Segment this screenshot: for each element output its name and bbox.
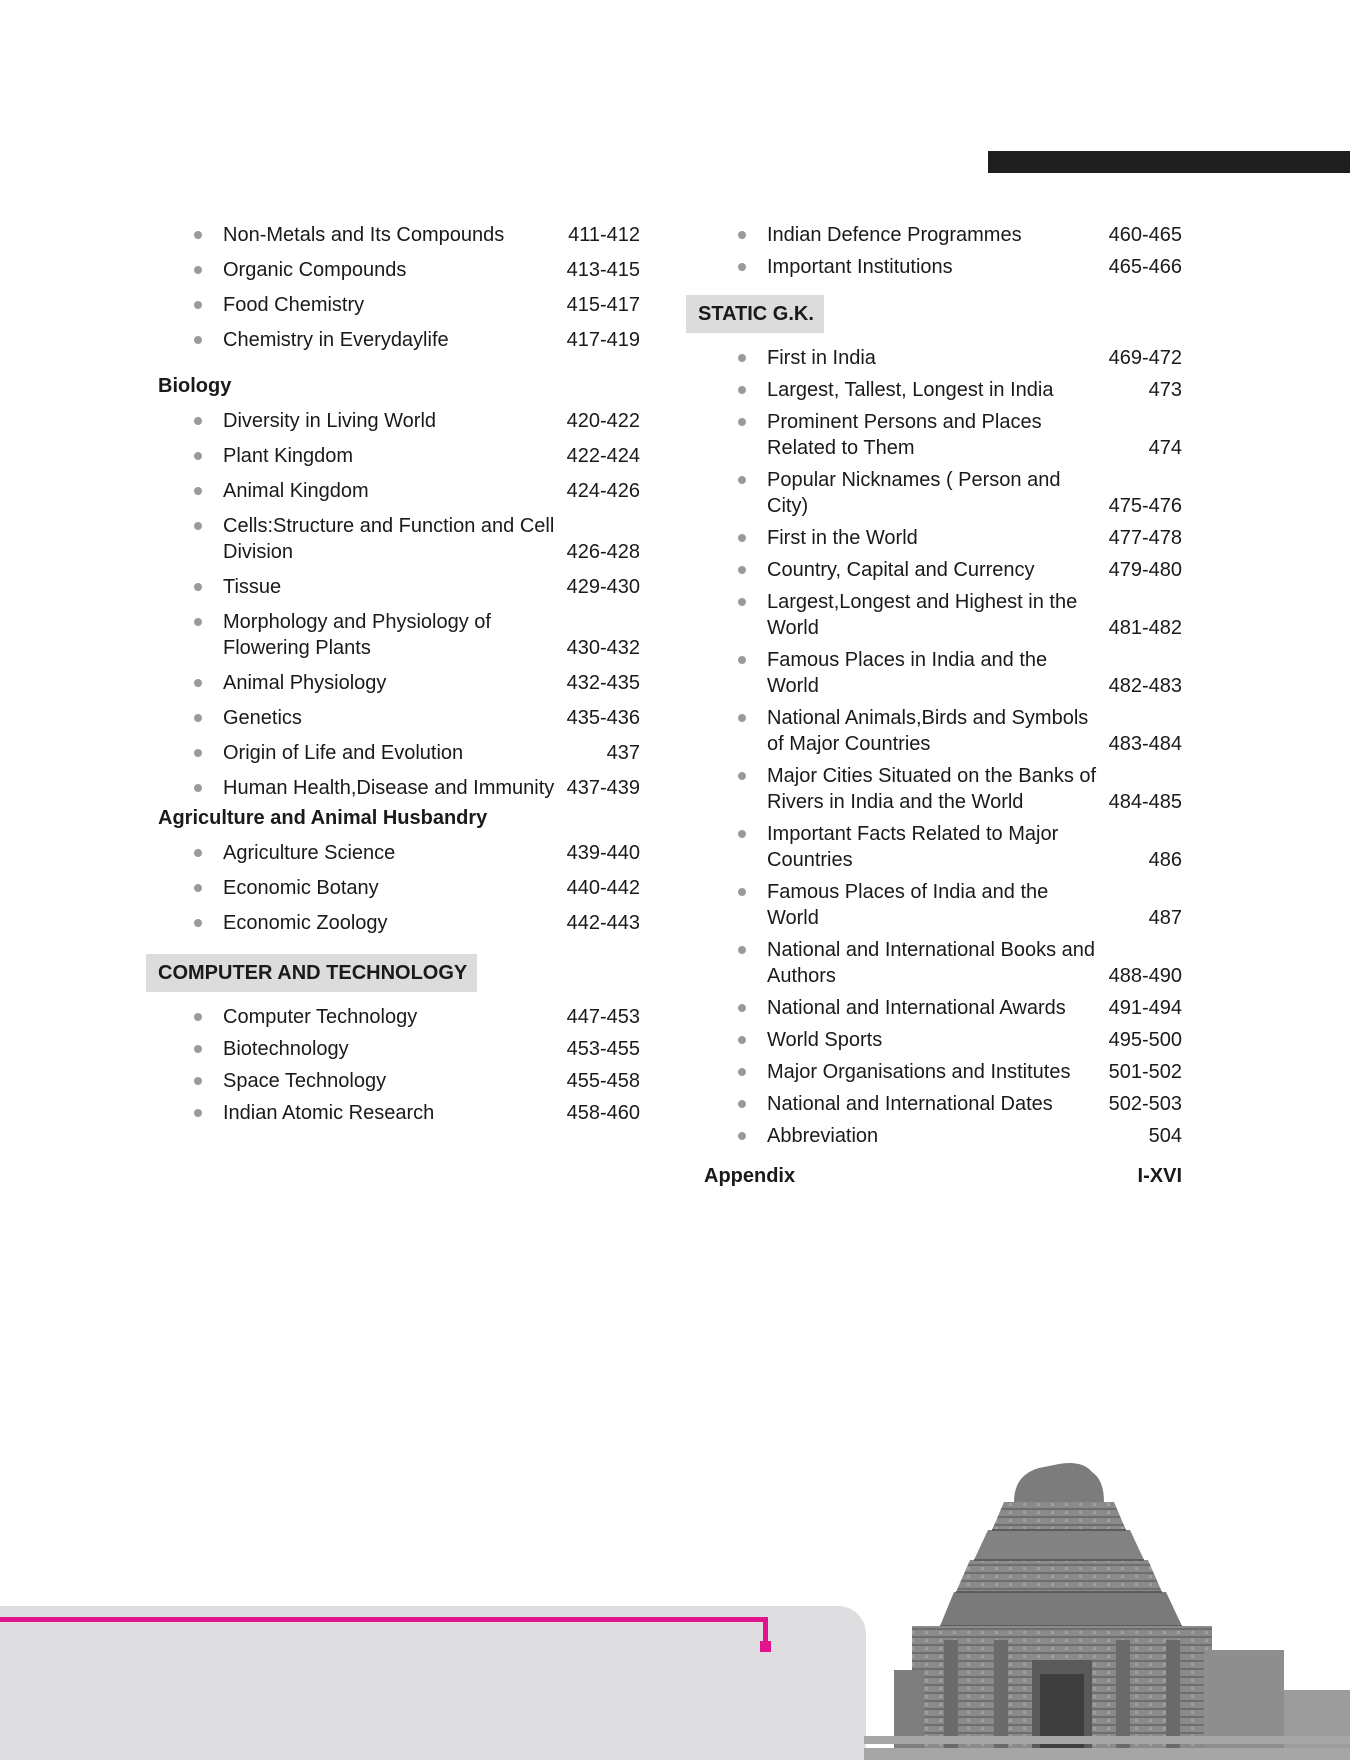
toc-entry-pages: 440-442 [566, 877, 640, 899]
bullet-icon [194, 714, 202, 722]
toc-entry-pages: 474 [1148, 437, 1182, 459]
toc-entry-pages: 495-500 [1108, 1029, 1182, 1051]
toc-entry-title: National Animals,Birds and Symbols of Major Countries [767, 707, 1089, 755]
toc-entry-title: Indian Defence Programmes [767, 224, 1022, 246]
toc-entry-title: National and International Dates [767, 1093, 1053, 1115]
bullet-icon [194, 618, 202, 626]
toc-entry-plant-kingdom[interactable] [150, 443, 640, 469]
toc-entry-pages: 469-472 [1108, 347, 1182, 369]
toc-entry-pages: 481-482 [1108, 617, 1182, 639]
toc-entry-tissue[interactable] [150, 574, 640, 600]
toc-entry-pages: 453-455 [566, 1038, 640, 1060]
toc-entry-title: World Sports [767, 1029, 883, 1051]
bullet-icon [194, 266, 202, 274]
bullet-icon [738, 263, 746, 271]
toc-entry-human-health-disease-and-immunity[interactable] [150, 775, 640, 801]
bullet-icon [738, 772, 746, 780]
bullet-icon [738, 714, 746, 722]
toc-entry-prominent-persons-and-places-related-to-them[interactable] [686, 409, 1182, 461]
toc-entry-country-capital-and-currency[interactable] [686, 557, 1182, 583]
bullet-icon [194, 583, 202, 591]
bullet-icon [194, 487, 202, 495]
toc-entry-famous-places-in-india-and-the-world[interactable] [686, 647, 1182, 699]
toc-entry-pages: 458-460 [566, 1102, 640, 1124]
bullet-icon [738, 1068, 746, 1076]
bullet-icon [194, 749, 202, 757]
bullet-icon [738, 1036, 746, 1044]
toc-entry-pages: 465-466 [1108, 256, 1182, 278]
bullet-icon [738, 1004, 746, 1012]
toc-entry-space-technology[interactable] [150, 1068, 640, 1094]
toc-entry-pages: 484-485 [1108, 791, 1182, 813]
footer-accent-line [0, 1617, 768, 1622]
toc-entry-pages: 473 [1148, 379, 1182, 401]
toc-entry-economic-zoology[interactable] [150, 910, 640, 936]
toc-entry-pages: 437-439 [566, 777, 640, 799]
footer-accent-dot [760, 1641, 771, 1652]
toc-entry-title: Cells:Structure and Function and Cell Division [223, 515, 555, 563]
bullet-icon [738, 888, 746, 896]
toc-entry-title: Famous Places of India and the World [767, 881, 1049, 929]
bullet-icon [738, 566, 746, 574]
toc-entry-first-in-the-world[interactable] [686, 525, 1182, 551]
toc-left-column [150, 222, 640, 1126]
toc-entry-title: Major Organisations and Institutes [767, 1061, 1071, 1083]
toc-entry-pages: 501-502 [1108, 1061, 1182, 1083]
bullet-icon [738, 830, 746, 838]
toc-entry-largest-tallest-longest-in-india[interactable] [686, 377, 1182, 403]
toc-entry-pages: 417-419 [566, 329, 640, 351]
toc-entry-pages: 429-430 [566, 576, 640, 598]
toc-entry-pages: 504 [1148, 1125, 1182, 1147]
toc-entry-food-chemistry[interactable] [150, 292, 640, 318]
toc-entry-famous-places-of-india-and-the-world[interactable] [686, 879, 1182, 931]
toc-entry-biotechnology[interactable] [150, 1036, 640, 1062]
toc-entry-title: National and International Books and Authors [767, 939, 1096, 987]
section-heading-row [686, 295, 1182, 333]
toc-entry-title: First in India [767, 347, 876, 369]
toc-entry-pages: 488-490 [1108, 965, 1182, 987]
toc-entry-cells-structure-and-function-and-cell-division[interactable] [150, 513, 640, 565]
toc-entry-pages: 477-478 [1108, 527, 1182, 549]
toc-entry-title: Major Cities Situated on the Banks of Rivers in India and the World [767, 765, 1097, 813]
toc-entry-organic-compounds[interactable] [150, 257, 640, 283]
bullet-icon [194, 522, 202, 530]
bullet-icon [194, 231, 202, 239]
section-heading-row [150, 954, 640, 992]
toc-entry-first-in-india[interactable] [686, 345, 1182, 371]
bullet-icon [194, 417, 202, 425]
toc-entry-title: First in the World [767, 527, 918, 549]
toc-entry-chemistry-in-everydaylife[interactable] [150, 327, 640, 353]
toc-entry-pages: 435-436 [566, 707, 640, 729]
toc-entry-origin-of-life-and-evolution[interactable] [150, 740, 640, 766]
toc-entry-economic-botany[interactable] [150, 875, 640, 901]
temple-illustration [864, 1420, 1350, 1760]
toc-entry-genetics[interactable] [150, 705, 640, 731]
toc-entry-pages: 475-476 [1108, 495, 1182, 517]
toc-entry-animal-kingdom[interactable] [150, 478, 640, 504]
toc-entry-popular-nicknames-person-and-city[interactable] [686, 467, 1182, 519]
toc-entry-morphology-and-physiology-of-flowering-plants[interactable] [150, 609, 640, 661]
appendix-title: Appendix [704, 1165, 796, 1187]
toc-entry-title: Largest, Tallest, Longest in India [767, 379, 1054, 401]
toc-entry-title: Important Facts Related to Major Countries [767, 823, 1059, 871]
toc-entry-title: Morphology and Physiology of Flowering Plants [223, 611, 491, 659]
toc-entry-title: Animal Physiology [223, 672, 387, 694]
section-heading-computer-and-technology: COMPUTER AND TECHNOLOGY [146, 954, 477, 992]
toc-entry-pages: 442-443 [566, 912, 640, 934]
toc-entry-title: Popular Nicknames ( Person and City) [767, 469, 1061, 517]
toc-entry-pages: 491-494 [1108, 997, 1182, 1019]
toc-entry-important-facts-related-to-major-countries[interactable] [686, 821, 1182, 873]
toc-entry-pages: 455-458 [566, 1070, 640, 1092]
toc-entry-national-and-international-books-and-authors[interactable] [686, 937, 1182, 989]
toc-entry-indian-atomic-research[interactable] [150, 1100, 640, 1126]
toc-entry-title: Prominent Persons and Places Related to Them [767, 411, 1042, 459]
toc-entry-title: Space Technology [223, 1070, 387, 1092]
bullet-icon [738, 386, 746, 394]
bullet-icon [738, 354, 746, 362]
bullet-icon [194, 679, 202, 687]
toc-entry-title: Computer Technology [223, 1006, 418, 1028]
toc-entry-pages: 430-432 [566, 637, 640, 659]
bullet-icon [738, 418, 746, 426]
bullet-icon [194, 452, 202, 460]
bullet-icon [194, 919, 202, 927]
bullet-icon [194, 784, 202, 792]
toc-entry-title: National and International Awards [767, 997, 1066, 1019]
subsection-heading-agriculture-and-animal-husbandry: Agriculture and Animal Husbandry [158, 807, 488, 829]
toc-right-column [686, 222, 1182, 1189]
toc-entry-pages: 413-415 [566, 259, 640, 281]
toc-entry-title: Agriculture Science [223, 842, 396, 864]
toc-entry-title: Genetics [223, 707, 302, 729]
bullet-icon [738, 476, 746, 484]
toc-entry-pages: 420-422 [566, 410, 640, 432]
bullet-icon [194, 1013, 202, 1021]
toc-entry-pages: 411-412 [568, 224, 640, 246]
bullet-icon [194, 849, 202, 857]
toc-entry-title: Non-Metals and Its Compounds [223, 224, 505, 246]
toc-entry-title: Largest,Longest and Highest in the World [767, 591, 1078, 639]
toc-entry-title: Famous Places in India and the World [767, 649, 1048, 697]
bullet-icon [194, 1077, 202, 1085]
toc-entry-title: Animal Kingdom [223, 480, 369, 502]
toc-entry-national-and-international-dates[interactable] [686, 1091, 1182, 1117]
bullet-icon [738, 1132, 746, 1140]
toc-entry-title: Important Institutions [767, 256, 953, 278]
subsection-heading-biology: Biology [158, 375, 232, 397]
toc-entry-animal-physiology[interactable] [150, 670, 640, 696]
section-heading-static-g-k: STATIC G.K. [686, 295, 824, 333]
bullet-icon [194, 301, 202, 309]
toc-entry-abbreviation[interactable] [686, 1123, 1182, 1149]
bullet-icon [738, 656, 746, 664]
toc-entry-largest-longest-and-highest-in-the-world[interactable] [686, 589, 1182, 641]
toc-entry-pages: 502-503 [1108, 1093, 1182, 1115]
toc-entry-computer-technology[interactable] [150, 1004, 640, 1030]
toc-entry-title: Plant Kingdom [223, 445, 354, 467]
bullet-icon [194, 1109, 202, 1117]
toc-entry-appendix[interactable] [704, 1163, 1182, 1189]
toc-entry-non-metals-and-its-compounds[interactable] [150, 222, 640, 248]
toc-entry-title: Origin of Life and Evolution [223, 742, 464, 764]
bullet-icon [738, 1100, 746, 1108]
toc-entry-pages: 479-480 [1108, 559, 1182, 581]
bullet-icon [194, 336, 202, 344]
bullet-icon [738, 946, 746, 954]
toc-entry-title: Indian Atomic Research [223, 1102, 435, 1124]
toc-entry-title: Organic Compounds [223, 259, 407, 281]
toc-entry-national-animals-birds-and-symbols-of-major-countries[interactable] [686, 705, 1182, 757]
toc-entry-pages: 426-428 [566, 541, 640, 563]
toc-entry-title: Economic Botany [223, 877, 379, 899]
toc-entry-title: Country, Capital and Currency [767, 559, 1035, 581]
toc-entry-pages: 487 [1148, 907, 1182, 929]
toc-entry-pages: 486 [1148, 849, 1182, 871]
toc-entry-pages: 460-465 [1108, 224, 1182, 246]
toc-entry-title: Biotechnology [223, 1038, 349, 1060]
toc-entry-national-and-international-awards[interactable] [686, 995, 1182, 1021]
toc-entry-pages: 482-483 [1108, 675, 1182, 697]
bullet-icon [738, 231, 746, 239]
toc-entry-title: Economic Zoology [223, 912, 388, 934]
toc-entry-pages: 424-426 [566, 480, 640, 502]
toc-entry-major-organisations-and-institutes[interactable] [686, 1059, 1182, 1085]
bullet-icon [738, 534, 746, 542]
bullet-icon [194, 1045, 202, 1053]
toc-entry-major-cities-situated-on-the-banks-of-rivers-in-india-and-the-world[interactable] [686, 763, 1182, 815]
toc-entry-title: Diversity in Living World [223, 410, 437, 432]
toc-entry-title: Tissue [223, 576, 282, 598]
toc-entry-pages: 483-484 [1108, 733, 1182, 755]
toc-entry-pages: 437 [606, 742, 640, 764]
toc-entry-important-institutions[interactable] [686, 254, 1182, 280]
footer-panel [0, 1606, 866, 1760]
toc-entry-title: Chemistry in Everydaylife [223, 329, 449, 351]
toc-entry-agriculture-science[interactable] [150, 840, 640, 866]
toc-entry-title: Human Health,Disease and Immunity [223, 777, 555, 799]
toc-entry-pages: 422-424 [566, 445, 640, 467]
toc-entry-title: Abbreviation [767, 1125, 879, 1147]
appendix-pages: I-XVI [1137, 1165, 1182, 1187]
toc-entry-pages: 439-440 [566, 842, 640, 864]
toc-entry-pages: 415-417 [566, 294, 640, 316]
toc-entry-pages: 432-435 [566, 672, 640, 694]
toc-entry-diversity-in-living-world[interactable] [150, 408, 640, 434]
bullet-icon [194, 884, 202, 892]
toc-entry-title: Food Chemistry [223, 294, 365, 316]
header-bar [988, 151, 1350, 173]
toc-entry-world-sports[interactable] [686, 1027, 1182, 1053]
toc-entry-indian-defence-programmes[interactable] [686, 222, 1182, 248]
bullet-icon [738, 598, 746, 606]
toc-entry-pages: 447-453 [566, 1006, 640, 1028]
